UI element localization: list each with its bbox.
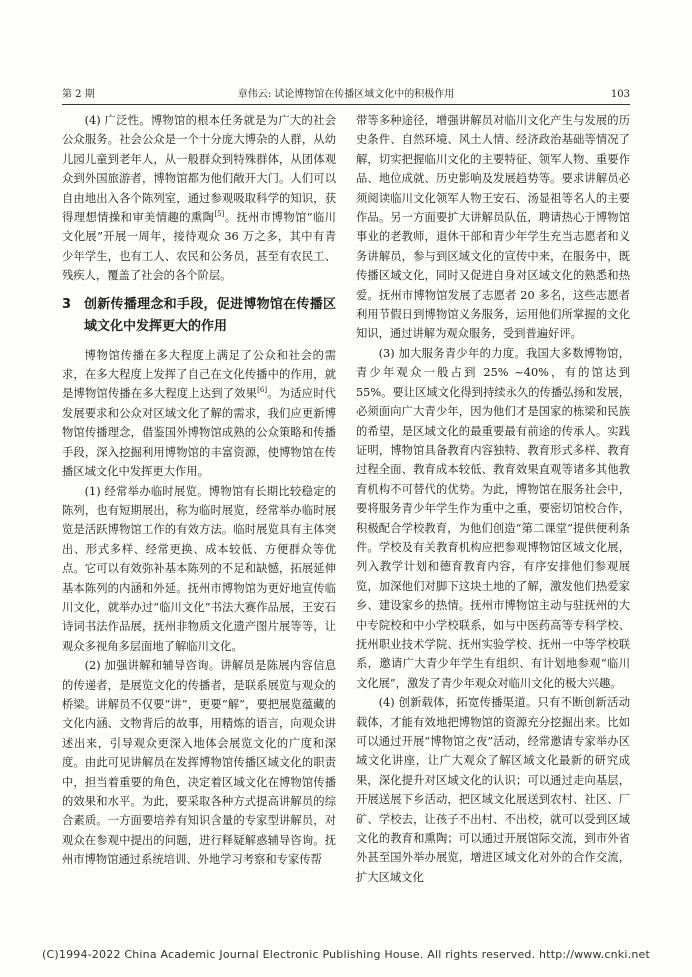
issue-number: 第 2 期 xyxy=(62,89,95,100)
page-number: 103 xyxy=(610,89,630,100)
citation-ref[interactable]: [6] xyxy=(257,386,268,395)
paragraph-innovation: (4) 创新载体，拓宽传播渠道。只有不断创新活动载体，才能有效地把博物馆的资源充分挖掘出来。比如可以通过开展“博物馆之夜”活动，经常邀请专家举办区域文化讲座，让广大观众了解区域文化最新的研究成果，深化提升对区域文化的认识；可以通过走向基层，开展送展下乡活动，把区域文化展送到农村、社区、厂矿、学校去，让孩子不出村、不出校，就可以受到区域文化的教育和熏陶；可以通过开展馆际交流，到市外省外甚至国外举办展览，增进区域文化对外的合作交流，扩大区域文化 xyxy=(356,696,630,884)
paragraph-guides: (2) 加强讲解和辅导咨询。讲解员是陈展内容信息的传递者，是展览文化的传播者，是联系展览与观众的桥梁。讲解员不仅要“讲”，更要“解”，要把展览蕴藏的文化内涵、文物背后的故事，用精炼的语言，向观众讲述出来，引导观众更深入地体会展览文化的广度和深度。由此可见讲解员在发挥博物馆传播区域文化的职责中，担当着重要的角色，决定着区域文化在博物馆传播的效果和水平。为此，要采取各种方式提高讲解员的综合素质。一方面要培养有知识含量的专家型讲解员，对观众在参观中提出的问题，进行释疑解惑辅导咨询。抚州市博物馆通过系统培训、外地学习考察和专家传帮 xyxy=(62,659,336,867)
left-column xyxy=(62,111,336,870)
running-header xyxy=(62,82,630,105)
paragraph-intro: 博物馆传播在多大程度上满足了公众和社会的需求，在多大程度上发挥了自己在文化传播中的作用，就是博物馆传播在多大程度上达到了效果[6]。为适应时代发展要求和公众对区域文化了解的需求，我们应更新博物馆传播理念，借鉴国外博物馆成熟的公众策略和传播手段，深入挖掘利用博物馆的丰富资源，使博物馆在传播区域文化中发挥更大作用。 xyxy=(62,348,336,479)
paragraph-youth: (3) 加大服务青少年的力度。我国大多数博物馆，青少年观众一般占到 25% ~40%，有的馆达到 55%。要让区域文化得到持续永久的传播弘扬和发展，必须面向广大青少年，因为他们才是国家的栋梁和民族的希望，是区域文化的最重要最有前途的传承人。实践证明，博物馆具备教育内容独特、教育形式多样、教育过程全面、教育成本较低、教育效果直观等诸多其他教育机构不可替代的优势。为此，博物馆在服务社会中，要将服务青少年学生作为重中之重，要密切馆校合作，积极配合学校教育，为他们创造“第二课堂”提供便利条件。学校及有关教育机构应把参观博物馆区域文化展，列入教学计划和德育教育内容，有序安排他们参观展览，加深他们对脚下这块土地的了解，激发他们热爱家乡、建设家乡的热情。抚州市博物馆主动与驻抚州的大中专院校和中小学校联系，如与中医药高等专科学校、抚州职业技术学院、抚州实验学校、抚州一中等学校联系，邀请广大青少年学生有组织、有计划地参观“临川文化展”，激发了青少年观众对临川文化的极大兴趣。 xyxy=(356,346,630,690)
copyright-footer: (C)1994-2022 China Academic Journal Electronic Publishing House. All rights reserved. http://www.cnki.net xyxy=(42,948,650,961)
paragraph-breadth: (4) 广泛性。博物馆的根本任务就是为广大的社会公众服务。社会公众是一个十分庞大博杂的人群，从幼儿园儿童到老年人，从一般群众到特殊群体，从团体观众到外国旅游者，博物馆都为他们敞开大门。人们可以自由地出入各个陈列室，通过参观吸取科学的知识，获得理想情操和审美情趣的熏陶[5]。抚州市博物馆“临川文化展”开展一周年，接待观众 36 万之多，其中有青少年学生，也有工人、农民和公务员，甚至有农民工、残疾人，覆盖了社会的各个阶层。 xyxy=(62,114,336,283)
running-title: 章伟云: 试论博物馆在传播区域文化中的积极作用 xyxy=(237,89,455,100)
section-number: 3 xyxy=(62,296,72,312)
paragraph-temporary-exhibitions: (1) 经常举办临时展览。博物馆有长期比较稳定的陈列，也有短期展出，称为临时展览，经常举办临时展览是活跃博物馆工作的有效方法。临时展览具有主体突出、形式多样、经常更换、成本较低、方便群众等优点。它可以有效弥补基本陈列的不足和缺憾，拓展延伸基本陈列的内涵和外延。抚州市博物馆为更好地宣传临川文化，就举办过“临川文化”书法大赛作品展，王安石诗词书法作品展，抚州非物质文化遗产图片展等等，让观众多视角多层面地了解临川文化。 xyxy=(62,484,336,653)
paragraph-guides-continued: 带等多种途径，增强讲解员对临川文化产生与发展的历史条件、自然环境、风土人情、经济政治基础等情况了解，切实把握临川文化的主要特征、领军人物、重要作品、地位成就、历史影响及发展趋势等。要求讲解员必须阅读临川文化领军人物王安石、汤显祖等名人的主要作品。另一方面要扩大讲解员队伍，聘请热心于博物馆事业的老教师，退休干部和青少年学生充当志愿者和义务讲解员，参与到区域文化的宣传中来，在服务中，既传播区域文化，同时又促进自身对区域文化的熟悉和热爱。抚州市博物馆发展了志愿者 20 多名，这些志愿者利用节假日到博物馆义务服务，运用他们所掌握的文化知识，通过讲解为观众服务，受到普遍好评。 xyxy=(356,114,630,341)
section-heading xyxy=(62,294,336,338)
section-title: 创新传播理念和手段，促进博物馆在传播区域文化中发挥更大的作用 xyxy=(84,296,336,334)
right-column xyxy=(356,111,630,887)
citation-ref[interactable]: [5] xyxy=(214,210,225,219)
